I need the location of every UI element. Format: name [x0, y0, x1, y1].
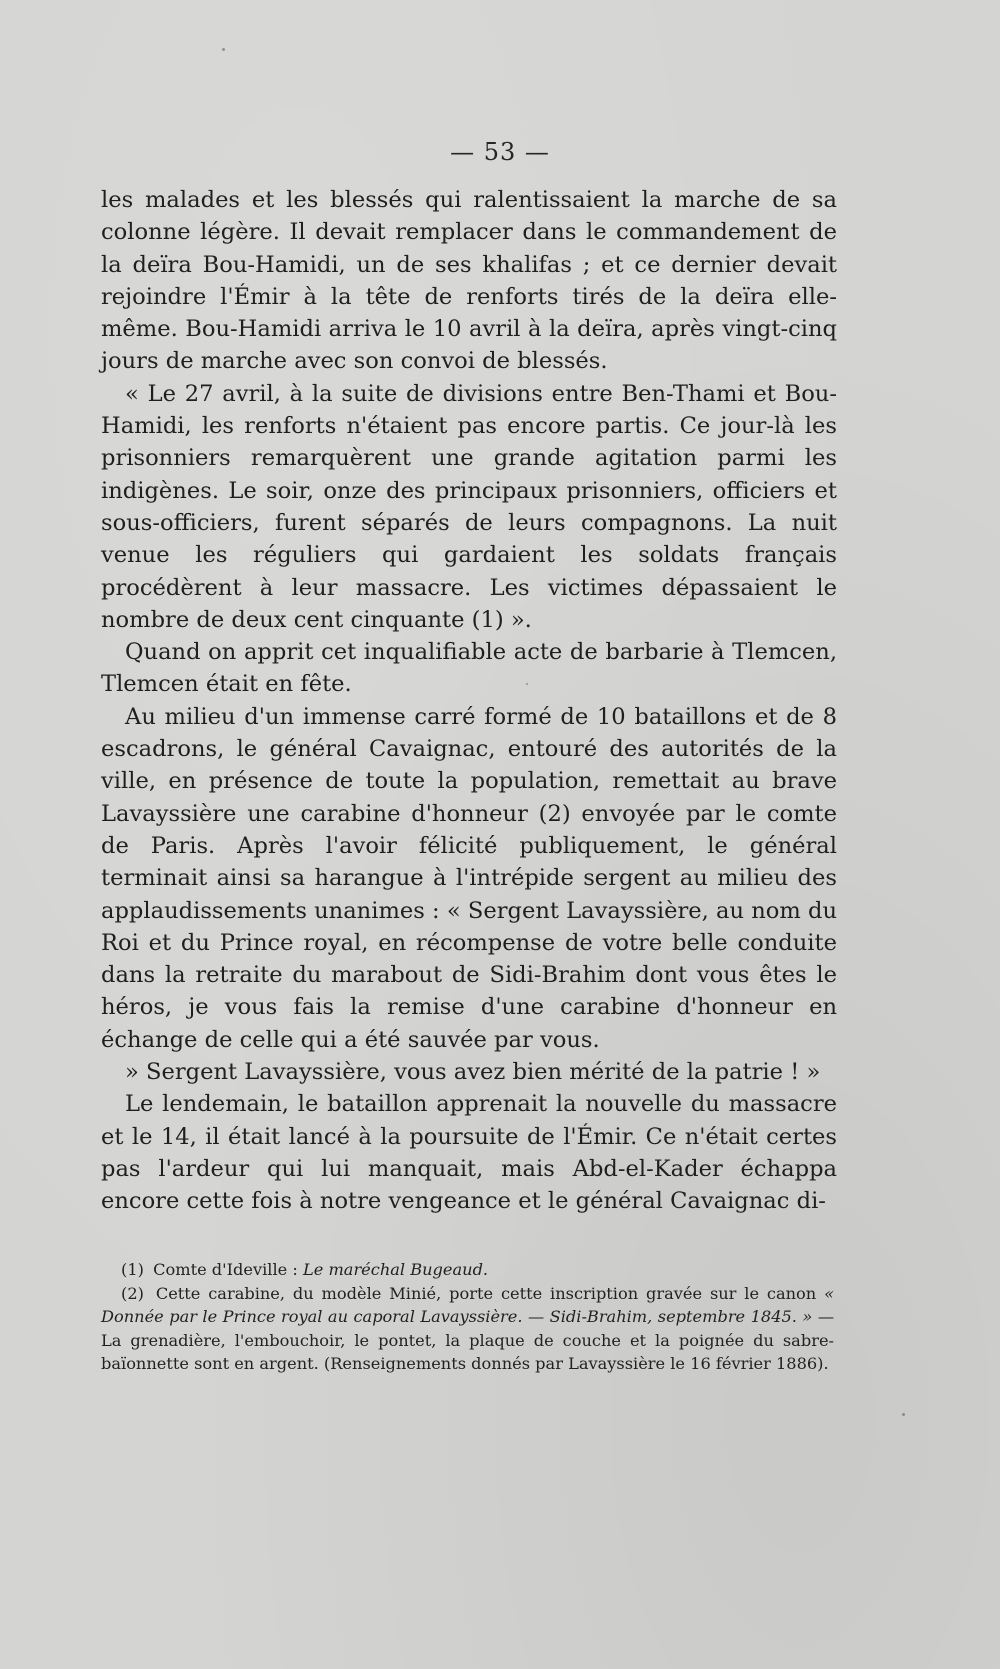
- footnote-1-text: Comte d'Ideville :: [153, 1260, 298, 1279]
- body-text: [101, 184, 837, 1218]
- footnote-2-text-b: — La grenadière, l'embouchoir, le pontet, la plaque de couche et la poignée du sabre-baïonnette sont en argent. (Renseignements donnés par Lavayssière le 16 février 1886).: [101, 1307, 835, 1373]
- footnote-2: [101, 1282, 834, 1376]
- paper-speck: [222, 48, 225, 51]
- footnote-1-title: Le maréchal Bugeaud.: [302, 1260, 489, 1279]
- footnote-1: [101, 1258, 834, 1282]
- footnote-2-inscription: « Donnée par le Prince royal au caporal Lavayssière. — Sidi-Brahim, septembre 1845. »: [101, 1283, 834, 1326]
- paragraph-3: Quand on apprit cet inqualifiable acte de barbarie à Tlemcen, Tlemcen était en fête.: [101, 639, 837, 698]
- page-number: — 53 —: [450, 138, 550, 166]
- footnote-1-ref: (1): [121, 1260, 144, 1279]
- paragraph-2: « Le 27 avril, à la suite de divisions entre Ben-Thami et Bou-Hamidi, les renforts n'étaient pas encore partis. Ce jour-là les prisonniers remarquèrent une grande agitation parmi les indigènes. Le soir, onze des principaux prisonniers, officiers et sous-officiers, furent séparés de leurs compagnons. La nuit venue les réguliers qui gardaient les soldats français procédèrent à leur massacre. Les victimes dépassaient le nombre de deux cent cinquante (1) ».: [101, 380, 837, 633]
- paper-speck: [902, 1413, 905, 1416]
- paper-speck: [526, 683, 528, 685]
- footnotes: [101, 1258, 834, 1376]
- footnote-2-text-a: Cette carabine, du modèle Minié, porte cette inscription gravée sur le canon: [155, 1283, 817, 1303]
- paragraph-5: » Sergent Lavayssière, vous avez bien mérité de la patrie ! »: [125, 1059, 821, 1086]
- paragraph-4: Au milieu d'un immense carré formé de 10 bataillons et de 8 escadrons, le général Cavaignac, entouré des autorités de la ville, en présence de toute la population, remettait au brave Lavayssière une carabine d'honneur (2) envoyée par le comte de Paris. Après l'avoir félicité publiquement, le général terminait ainsi sa harangue à l'intrépide sergent au milieu des applaudissements unanimes : « Sergent Lavayssière, au nom du Roi et du Prince royal, en récompense de votre belle conduite dans la retraite du marabout de Sidi-Brahim dont vous êtes le héros, je vous fais la remise d'une carabine d'honneur en échange de celle qui a été sauvée par vous.: [101, 703, 837, 1053]
- paragraph-1: les malades et les blessés qui ralentissaient la marche de sa colonne légère. Il devait remplacer dans le commandement de la deïra Bou-Hamidi, un de ses khalifas ; et ce dernier devait rejoindre l'Émir à la tête de renforts tirés de la deïra elle-même. Bou-Hamidi arriva le 10 avril à la deïra, après vingt-cinq jours de marche avec son convoi de blessés.: [101, 187, 837, 375]
- footnote-2-ref: (2): [121, 1283, 144, 1303]
- paragraph-6: Le lendemain, le bataillon apprenait la nouvelle du massacre et le 14, il était lancé à la poursuite de l'Émir. Ce n'était certes pas l'ardeur qui lui manquait, mais Abd-el-Kader échappa encore cette fois à notre vengeance et le général Cavaignac di-: [101, 1091, 837, 1215]
